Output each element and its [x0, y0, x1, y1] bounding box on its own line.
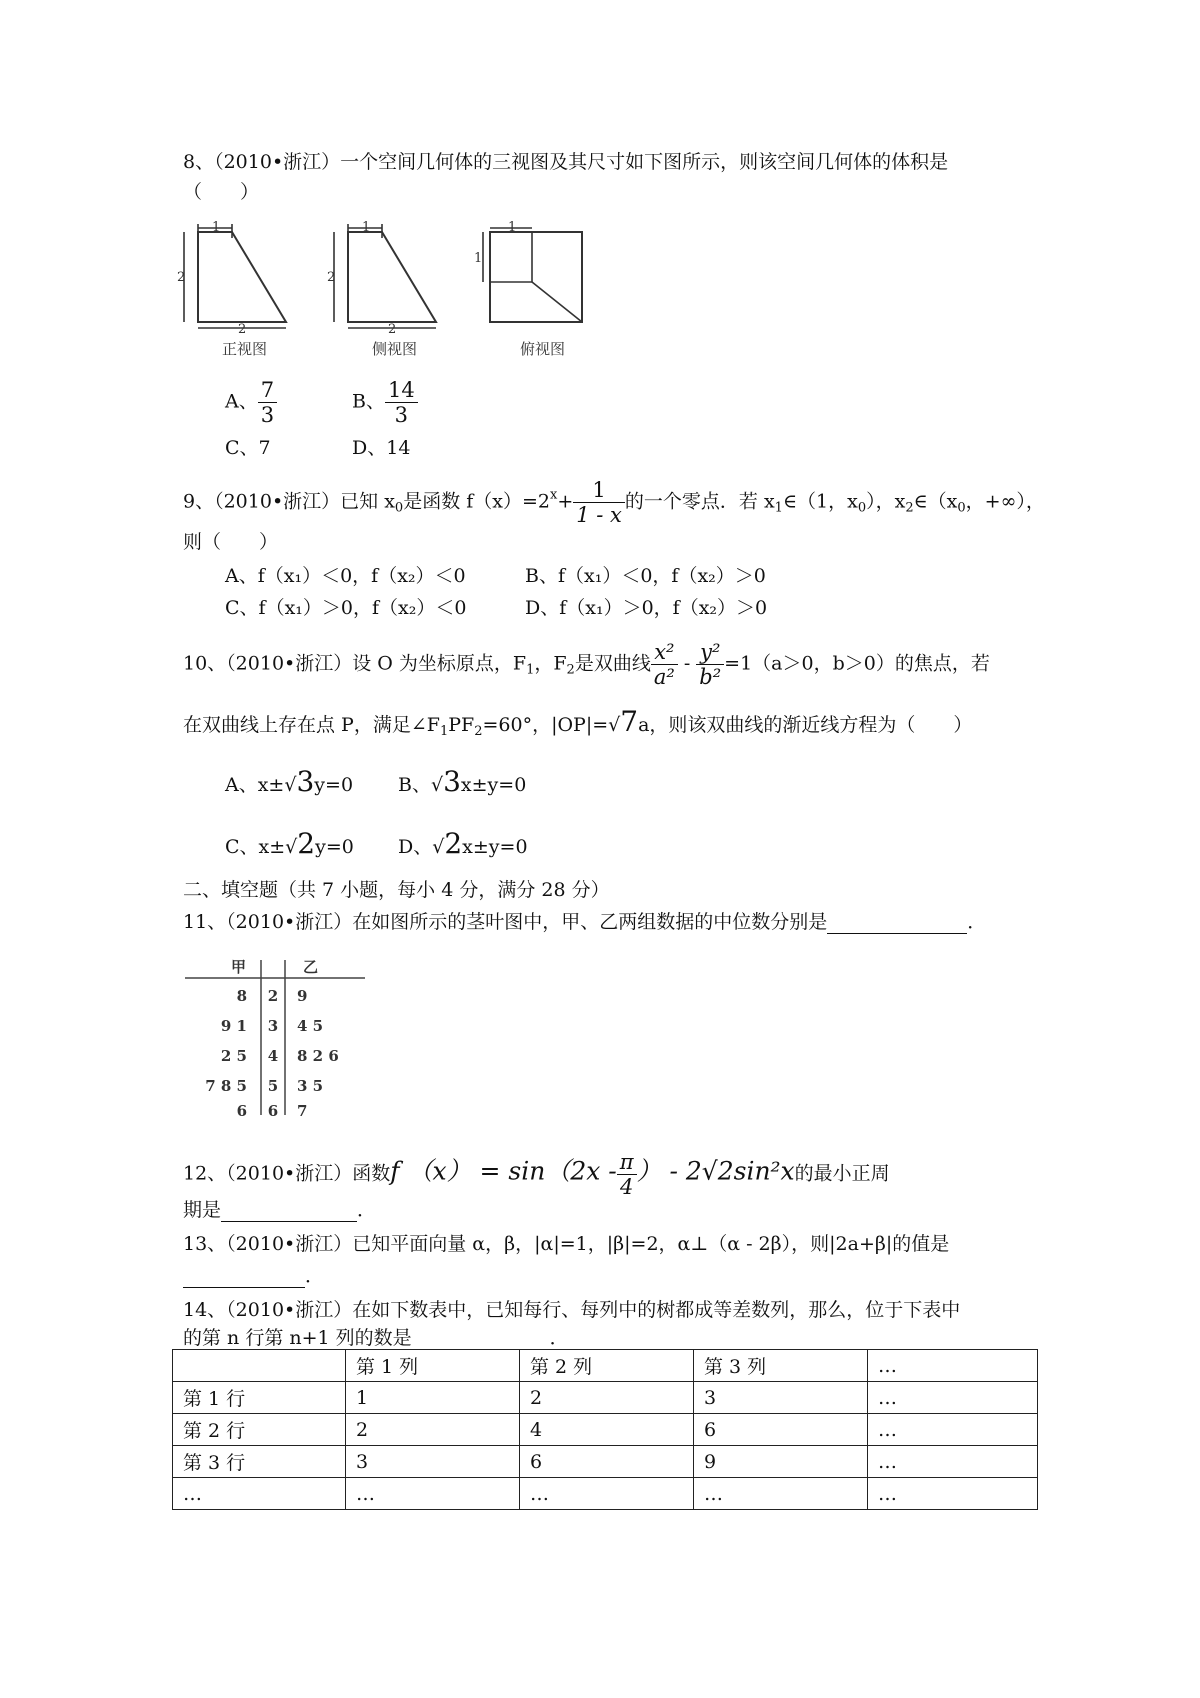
fraction-7-3: $\frac{7}{3}$: [258, 378, 277, 427]
side-top-dim: 1: [362, 220, 371, 235]
stem-row4: 5: [267, 1077, 279, 1095]
q8-stem: 8、（2010•浙江）一个空间几何体的三视图及其尺寸如下图所示，则该空间几何体的体积是: [183, 151, 949, 173]
q12-formula-part2: ） - 2√2sin²x: [636, 1156, 795, 1186]
q14-stem-line1: 14、（2010•浙江）在如下数表中，已知每行、每列中的树都成等差数列，那么，位于下表中: [183, 1299, 961, 1321]
table-cell: 4: [520, 1414, 694, 1446]
table-cell: …: [868, 1382, 1038, 1414]
table-cell: 第 1 行: [173, 1382, 346, 1414]
front-view-caption: 正视图: [222, 340, 268, 358]
table-cell: 第 3 行: [173, 1446, 346, 1478]
table-cell: 第 3 列: [694, 1350, 868, 1382]
q8-option-a[interactable]: A、 $\frac{7}{3}$: [225, 378, 277, 427]
q10-option-c[interactable]: C、x±√2y=0: [225, 827, 354, 860]
top-side-dim: 1: [474, 251, 483, 266]
number-table: [172, 1349, 1038, 1510]
table-cell: 第 1 列: [346, 1350, 520, 1382]
table-cell: 2: [520, 1382, 694, 1414]
q9-option-c[interactable]: C、f（x₁）＞0，f（x₂）＜0: [225, 597, 467, 619]
table-row: [173, 1446, 1038, 1478]
q9-stem: 9、（2010•浙江）已知 $x_0$是函数 $f(x)=2^x+$ $\frac{1}{1 - x}$ 的一个零点．若 $x_1\in(1$，$x_0$），$x_2\in(x_0$，+∞），: [183, 478, 1045, 527]
front-view: [184, 224, 286, 328]
table-cell: 9: [694, 1446, 868, 1478]
table-cell: [173, 1350, 346, 1382]
front-top-dim: 1: [212, 220, 221, 235]
q14-stem-line2: 的第 n 行第 n+1 列的数是 ．: [183, 1327, 569, 1349]
q12-stem: 12、（2010•浙江）函数f （x） = sin（2x - $\frac{\pi}{4}$ ） - 2√2sin²x的最小正周: [183, 1150, 890, 1199]
side-view-caption: 侧视图: [372, 340, 418, 358]
fraction-14-3: $\frac{14}{3}$: [385, 378, 418, 427]
q10-option-a[interactable]: A、x±√3y=0: [225, 765, 354, 798]
leaf-right-row4: 3 5: [297, 1077, 324, 1095]
q9-paren: 则（ ）: [183, 531, 279, 553]
table-cell: …: [520, 1478, 694, 1510]
table-cell: …: [868, 1414, 1038, 1446]
table-row: [173, 1382, 1038, 1414]
q8-option-c[interactable]: C、7: [225, 437, 271, 459]
front-bottom-dim: 2: [238, 322, 247, 337]
q8-option-b[interactable]: B、 $\frac{14}{3}$: [352, 378, 418, 427]
pi-over-4: $\frac{\pi}{4}$: [617, 1150, 637, 1199]
q10-stem-line2: 在双曲线上存在点 P，满足$\angle F_1PF_2=60^\circ$，|OP|=√7a，则该双曲线的渐近线方程为（ ）: [183, 705, 973, 739]
q12-answer-blank[interactable]: [221, 1203, 357, 1222]
hyperbola-x-term: $\frac{\text{x²}}{\text{a²}}$: [651, 640, 678, 689]
q12-line2: 期是 ．: [183, 1199, 377, 1221]
table-row: [173, 1414, 1038, 1446]
leaf-left-row5: 6: [236, 1102, 247, 1120]
table-cell: 2: [346, 1414, 520, 1446]
table-cell: 3: [694, 1382, 868, 1414]
q12-formula-part1: f （x） = sin（2x -: [390, 1156, 617, 1186]
table-cell: 6: [694, 1414, 868, 1446]
table-cell: 3: [346, 1446, 520, 1478]
leaf-left-row2: 9 1: [220, 1017, 247, 1035]
q11-answer-blank[interactable]: [827, 915, 967, 934]
hyperbola-y-term: $\frac{\text{y²}}{\text{b²}}$: [696, 640, 724, 689]
table-cell: …: [868, 1478, 1038, 1510]
table-cell: …: [173, 1478, 346, 1510]
three-view-figure: [177, 218, 600, 358]
q10-option-d[interactable]: D、√2x±y=0: [398, 827, 528, 860]
q14-answer-blank[interactable]: [412, 1331, 550, 1350]
q9-option-a[interactable]: A、f（x₁）＜0，f（x₂）＜0: [225, 565, 466, 587]
top-top-dim: 1: [508, 220, 517, 235]
leaf-left-row4: 7 8 5: [205, 1077, 247, 1095]
stem-row1: 2: [267, 987, 279, 1005]
table-cell: 第 2 列: [520, 1350, 694, 1382]
top-view-caption: 俯视图: [520, 340, 566, 358]
stem-row2: 3: [267, 1017, 279, 1035]
side-view: [334, 224, 436, 328]
table-cell: …: [346, 1478, 520, 1510]
q9-option-d[interactable]: D、f（x₁）＞0，f（x₂）＞0: [525, 597, 768, 619]
stem-leaf-plot: [185, 950, 385, 1120]
q10-stem-line1: 10、（2010•浙江）设 O 为坐标原点，$F_1$，$F_2$是双曲线 $\frac{\text{x²}}{\text{a²}}$ - $\frac{\text{y²}}{\text{b²}}$ =1（a＞0，b＞0）的焦点，若: [183, 640, 990, 689]
side-side-dim: 2: [327, 270, 336, 285]
stem-leaf-right-header: 乙: [303, 958, 319, 976]
leaf-right-row1: 9: [297, 987, 308, 1005]
side-bottom-dim: 2: [388, 322, 397, 337]
section-heading: 二、填空题（共 7 小题，每小 4 分，满分 28 分）: [183, 879, 610, 901]
table-cell: 第 2 行: [173, 1414, 346, 1446]
q8-paren: （ ）: [183, 181, 260, 203]
table-row: [173, 1350, 1038, 1382]
leaf-right-row3: 8 2 6: [297, 1047, 339, 1065]
q13-stem: 13、（2010•浙江）已知平面向量 α，β，|α|=1，|β|=2，α⊥（α - 2β），则|2a+β|的值是: [183, 1233, 950, 1255]
table-cell: 1: [346, 1382, 520, 1414]
q13-line2: ．: [183, 1264, 324, 1288]
leaf-right-row5: 7: [297, 1102, 308, 1120]
table-cell: …: [868, 1350, 1038, 1382]
q11-stem: 11、（2010•浙江）在如图所示的茎叶图中，甲、乙两组数据的中位数分别是 ．: [183, 911, 987, 933]
q9-option-b[interactable]: B、f（x₁）＜0，f（x₂）＞0: [525, 565, 766, 587]
q9-fraction: $\frac{1}{1 - x}$: [573, 478, 625, 527]
leaf-right-row2: 4 5: [297, 1017, 324, 1035]
table-row: [173, 1478, 1038, 1510]
top-view: [483, 228, 582, 322]
leaf-left-row3: 2 5: [220, 1047, 247, 1065]
stem-row3: 4: [267, 1047, 279, 1065]
table-cell: …: [694, 1478, 868, 1510]
table-cell: …: [868, 1446, 1038, 1478]
front-side-dim: 2: [177, 270, 186, 285]
stem-row5: 6: [267, 1102, 279, 1120]
stem-leaf-left-header: 甲: [231, 958, 247, 976]
leaf-left-row1: 8: [236, 987, 247, 1005]
q13-answer-blank[interactable]: [183, 1269, 305, 1288]
table-cell: 6: [520, 1446, 694, 1478]
q10-option-b[interactable]: B、√3x±y=0: [398, 765, 527, 798]
q8-option-d[interactable]: D、14: [352, 437, 411, 459]
